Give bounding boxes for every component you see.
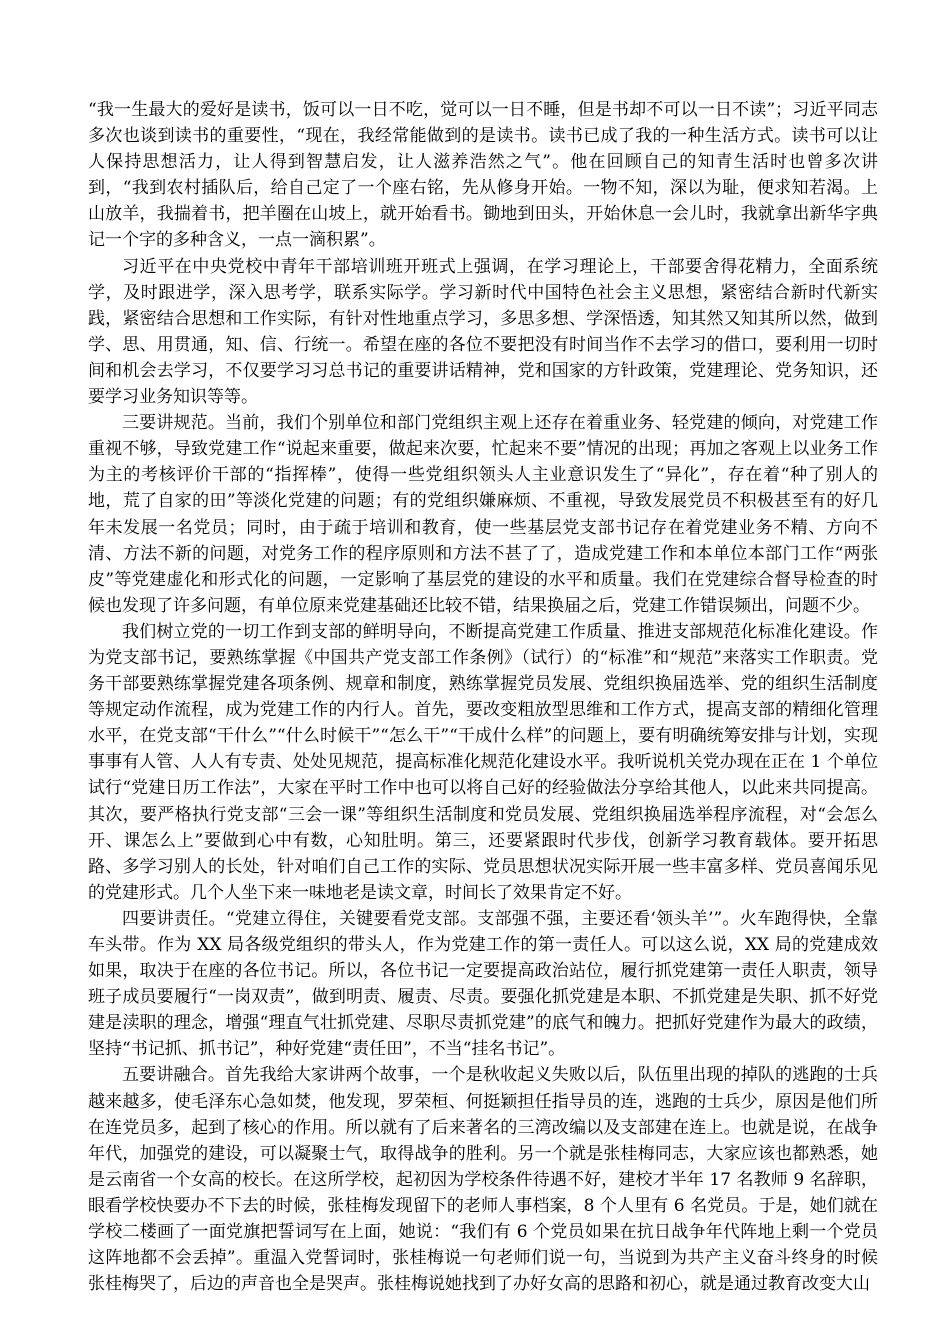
paragraph-standards: 三要讲规范。当前，我们个别单位和部门党组织主观上还存在着重业务、轻党建的倾向，对党建工作重视不够，导致党建工作“说起来重要，做起来次要，忙起来不要”情况的出现；再加之客观上以业务工作为主的考核评价干部的“指挥棒”，使得一些党组织领头人主业意识发生了“异化”，存在着“种了别人的地，荒了自家的田”等淡化党建的问题；有的党组织嫌麻烦、不重视，导致发展党员不积极甚至有的好几年未发展一名党员；同时，由于疏于培训和教育，使一些基层党支部书记存在着党建业务不精、方向不清、方法不新的问题，对党务工作的程序原则和方法不甚了了，造成党建工作和本单位本部门工作“两张皮”等党建虚化和形式化的问题，一定影响了基层党的建设的水平和质量。我们在党建综合督导检查的时候也发现了许多问题，有单位原来党建基础还比较不错，结果换届之后，党建工作错误频出，问题不少。 (88, 413, 878, 616)
paragraph-responsibility: 四要讲责任。“党建立得住，关键要看党支部。支部强不强，主要还看‘领头羊’”。火车跑得快，全靠车头带。作为 XX 局各级党组织的带头人，作为党建工作的第一责任人。可以这么说，XX 局的党建成效如果，取决于在座的各位书记。所以，各位书记一定要提高政治站位，履行抓党建第一责任人职责，领导班子成员要履行“一岗双责”，做到明责、履责、尽责。要强化抓党建是本职、不抓党建是失职、抓不好党建是渎职的理念，增强“理直气壮抓党建、尽职尽责抓党建”的底气和魄力。把抓好党建作为最大的政绩，坚持“书记抓、抓书记”，种好党建“责任田”，不当“挂名书记”。 (88, 908, 878, 1060)
paragraph-branch-standardization: 我们树立党的一切工作到支部的鲜明导向，不断提高党建工作质量、推进支部规范化标准化建设。作为党支部书记，要熟练掌握《中国共产党支部工作条例》（试行）的“标准”和“规范”来落实工作职责。党务干部要熟练掌握党建各项条例、规章和制度，熟练掌握党员发展、党组织换届选举、党的组织生活制度等规定动作流程，成为党建工作的内行人。首先，要改变粗放型思维和工作方式，提高支部的精细化管理水平，在党支部“干什么”“什么时候干”“怎么干”“干成什么样”的问题上，要有明确统筹安排与计划，实现事事有人管、人人有专责、处处见规范，提高标准化规范化建设水平。我听说机关党办现在正在 1 个单位试行“党建日历工作法”，大家在平时工作中也可以将自己好的经验做法分享给其他人，以此来共同提高。其次，要严格执行党支部“三会一课”等组织生活制度和党员发展、党组织换届选举程序流程，对“会怎么开、课怎么上”要做到心中有数，心知肚明。第三，还要紧跟时代步伐，创新学习教育载体。要开拓思路、多学习别人的长处，针对咱们自己工作的实际、党员思想状况实际开展一些丰富多样、党员喜闻乐见的党建形式。几个人坐下来一味地老是读文章，时间长了效果肯定不好。 (88, 621, 878, 903)
paragraph-reading-quote: “我一生最大的爱好是读书，饭可以一日不吃，觉可以一日不睡，但是书却不可以一日不读”；习近平同志多次也谈到读书的重要性，“现在，我经常能做到的是读书。读书已成了我的一种生活方式。读书可以让人保持思想活力，让人得到智慧启发，让人滋养浩然之气”。他在回顾自己的知青生活时也曾多次讲到，“我到农村插队后，给自己定了一个座右铭，先从修身开始。一物不知，深以为耻，便求知若渴。上山放羊，我揣着书，把羊圈在山坡上，就开始看书。锄地到田头，开始休息一会儿时，我就拿出新华字典记一个字的多种含义，一点一滴积累”。 (88, 100, 878, 251)
document-page (88, 97, 878, 1297)
paragraph-study-theory: 习近平在中央党校中青年干部培训班开班式上强调，在学习理论上，干部要舍得花精力，全面系统学，及时跟进学，深入思考学，联系实际学。学习新时代中国特色社会主义思想，紧密结合新时代新实践，紧密结合思想和工作实际，有针对性地重点学习，多思多想、学深悟透，知其然又知其所以然，做到学、思、用贯通，知、信、行统一。希望在座的各位不要把没有时间当作不去学习的借口，要利用一切时间和机会去学习，不仅要学习习总书记的重要讲话精神，党和国家的方针政策，党建理论、党务知识，还要学习业务知识等等。 (88, 256, 878, 408)
paragraph-integration: 五要讲融合。首先我给大家讲两个故事，一个是秋收起义失败以后，队伍里出现的掉队的逃跑的士兵越来越多，使毛泽东心急如焚，他发现，罗荣桓、何挺颖担任指导员的连，逃跑的士兵少，原因是他们所在连党员多，起到了核心的作用。所以就有了后来著名的三湾改编以及支部建在连上。也就是说，在战争年代，加强党的建设，可以凝聚士气，取得战争的胜利。另一个就是张桂梅同志，大家应该也都熟悉，她是云南省一个女高的校长。在这所学校，起初因为学校条件待遇不好，建校才半年 17 名教师 9 名辞职，眼看学校快要办不下去的时候，张桂梅发现留下的老师人事档案，8 个人里有 6 名党员。于是，她们就在学校二楼画了一面党旗把誓词写在上面，她说：“我们有 6 个党员如果在抗日战争年代阵地上剩一个党员这阵地都不会丢掉”。重温入党誓词时，张桂梅说一句老师们说一句，当说到为共产主义奋斗终身的时候张桂梅哭了，后边的声音也全是哭声。张桂梅说她找到了办好女高的思路和初心，就是通过教育改变大山 (88, 1065, 878, 1295)
